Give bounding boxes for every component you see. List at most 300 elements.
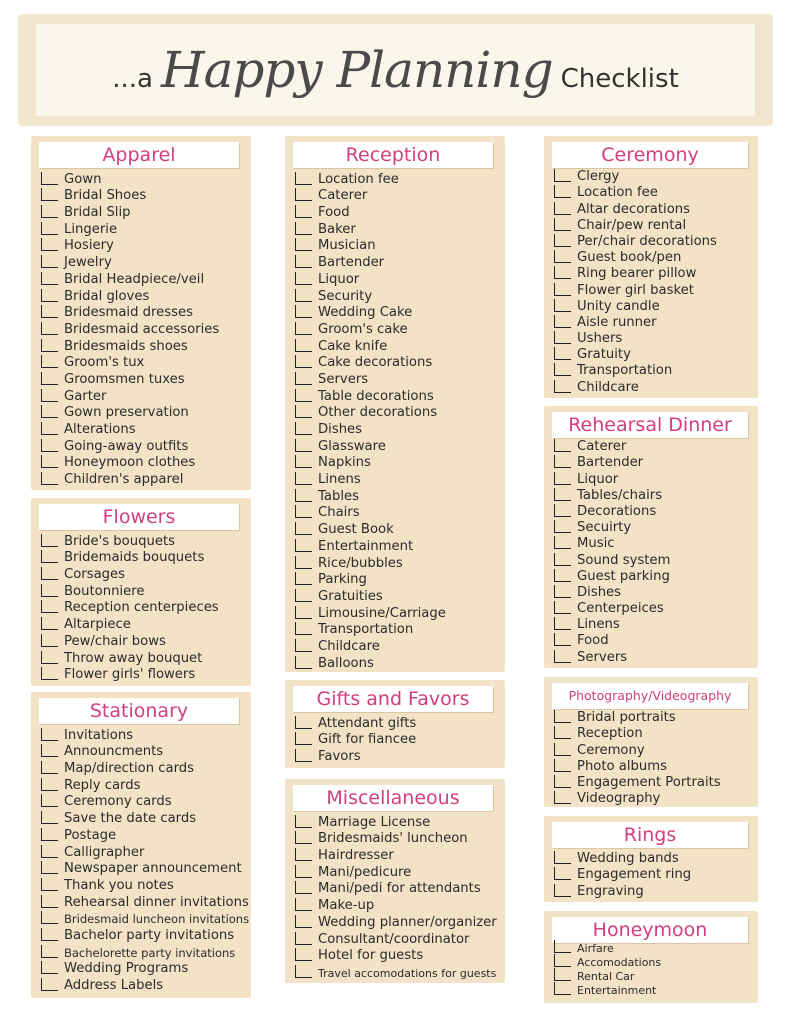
item-label: Linens: [318, 472, 361, 488]
checkbox-line[interactable]: [295, 948, 312, 961]
checkbox-line[interactable]: [41, 534, 58, 547]
checklist-item: [295, 354, 446, 371]
checkbox-line[interactable]: [295, 815, 312, 828]
item-label: Mani/pedicure: [318, 864, 412, 880]
checkbox-line[interactable]: [295, 898, 312, 911]
checkbox-line[interactable]: [41, 455, 58, 468]
item-label: Limousine/Carriage: [318, 605, 446, 621]
item-label: Decorations: [577, 503, 657, 519]
checkbox-line[interactable]: [41, 861, 58, 874]
checkbox-line[interactable]: [41, 372, 58, 385]
checkbox-line[interactable]: [295, 639, 312, 652]
checkbox-line[interactable]: [554, 851, 571, 864]
checkbox-line[interactable]: [41, 895, 58, 908]
checkbox-line[interactable]: [295, 539, 312, 552]
checklist-item: [295, 237, 446, 254]
checkbox-line[interactable]: [295, 572, 312, 585]
item-label: Transportation: [318, 622, 414, 638]
item-label: Bride's bouquets: [64, 533, 175, 549]
checklist-item: [41, 337, 219, 354]
checkbox-line[interactable]: [554, 202, 571, 215]
item-label: Bridesmaid dresses: [64, 305, 193, 321]
checklist-item: [554, 519, 670, 535]
checkbox-line[interactable]: [295, 339, 312, 352]
item-label: Rehearsal dinner invitations: [64, 894, 249, 910]
item-label: Videography: [577, 791, 661, 807]
item-label: Invitations: [64, 727, 134, 743]
checklist-item: [295, 654, 446, 671]
misc-heading: Miscellaneous: [293, 785, 493, 811]
checkbox-line[interactable]: [295, 255, 312, 268]
item-label: Hosiery: [64, 238, 114, 254]
checklist-item: [41, 860, 249, 877]
checkbox-line[interactable]: [41, 289, 58, 302]
checklist-item: [295, 913, 497, 930]
checkbox-line[interactable]: [295, 322, 312, 335]
checkbox-line[interactable]: [295, 305, 312, 318]
checkbox-line[interactable]: [295, 831, 312, 844]
checklist-item: [554, 882, 691, 898]
header-banner: [18, 14, 773, 126]
checklist-item: [41, 549, 219, 566]
checklist-item: [41, 976, 249, 993]
checkbox-line[interactable]: [295, 622, 312, 635]
misc-section: [285, 779, 505, 983]
checkbox-line[interactable]: [554, 650, 571, 663]
checkbox-line[interactable]: [554, 940, 571, 953]
checklist-item: [295, 170, 446, 187]
checkbox-line[interactable]: [295, 439, 312, 452]
checkbox-line[interactable]: [41, 744, 58, 757]
item-label: Location fee: [318, 171, 399, 187]
checkbox-line[interactable]: [295, 372, 312, 385]
item-label: Bridal Slip: [64, 205, 131, 221]
checklist-item: [295, 337, 446, 354]
checkbox-line[interactable]: [554, 775, 571, 788]
item-label: Address Labels: [64, 978, 164, 993]
checkbox-line[interactable]: [41, 667, 58, 680]
reception-heading: Reception: [293, 142, 493, 168]
item-label: Liquor: [577, 471, 619, 487]
item-label: Centerpeices: [577, 601, 664, 617]
checkbox-line[interactable]: [554, 266, 571, 279]
item-label: Favors: [318, 749, 361, 765]
checklist-item: [295, 947, 497, 964]
checkbox-line[interactable]: [554, 169, 571, 182]
item-label: Bachelor party invitations: [64, 927, 235, 943]
item-label: Bridesmaid accessories: [64, 321, 220, 337]
item-label: Linens: [577, 617, 620, 633]
item-label: Newspaper announcement: [64, 861, 242, 877]
checkbox-line[interactable]: [41, 172, 58, 185]
reception-section: [285, 136, 505, 672]
checkbox-line[interactable]: [554, 982, 571, 995]
checkbox-line[interactable]: [41, 978, 58, 991]
checklist-item: [554, 616, 670, 632]
checkbox-line[interactable]: [554, 968, 571, 981]
checkbox-line[interactable]: [554, 234, 571, 247]
checklist-item: [41, 404, 219, 421]
item-label: Engagement ring: [577, 867, 692, 883]
item-label: Wedding planner/organizer: [318, 914, 497, 930]
item-label: Bridesmaids' luncheon: [318, 831, 468, 847]
checklist-item: [554, 632, 670, 648]
checklist-item: [554, 535, 670, 551]
item-label: Map/direction cards: [64, 761, 195, 777]
item-label: Going-away outfits: [64, 438, 189, 454]
item-label: Gratuities: [318, 588, 383, 604]
item-label: Hairdresser: [318, 848, 394, 864]
checkbox-line[interactable]: [41, 634, 58, 647]
checklist-item: [295, 203, 446, 220]
checklist-item: [41, 582, 219, 599]
item-label: Flower girls' flowers: [64, 667, 196, 683]
checkbox-line[interactable]: [554, 455, 571, 468]
checklist-item: [554, 470, 670, 486]
checkbox-line[interactable]: [41, 761, 58, 774]
item-label: Guest parking: [577, 568, 670, 584]
checkbox-line[interactable]: [295, 455, 312, 468]
checklist-item: [41, 270, 219, 287]
item-label: Hotel for guests: [318, 948, 424, 964]
checkbox-line[interactable]: [554, 488, 571, 501]
checklist-item: [554, 281, 717, 297]
checkbox-line[interactable]: [554, 743, 571, 756]
checkbox-line[interactable]: [554, 439, 571, 452]
checkbox-line[interactable]: [295, 848, 312, 861]
checkbox-line[interactable]: [554, 726, 571, 739]
checklist-item: [554, 217, 717, 233]
checkbox-line[interactable]: [554, 569, 571, 582]
checkbox-line[interactable]: [295, 656, 312, 669]
item-label: Dishes: [318, 422, 363, 437]
checklist-item: [295, 714, 416, 731]
checklist-item: [554, 774, 721, 790]
checklist-item: [295, 896, 497, 913]
checkbox-line[interactable]: [41, 322, 58, 335]
checklist-item: [295, 830, 497, 847]
checkbox-line[interactable]: [295, 915, 312, 928]
checkbox-line[interactable]: [295, 205, 312, 218]
checklist-item: [295, 404, 446, 421]
item-label: Entertainment: [577, 984, 657, 997]
checklist-item: [554, 568, 670, 584]
item-label: Baker: [318, 221, 356, 237]
checklist-item: [41, 287, 219, 304]
checkbox-line[interactable]: [554, 759, 571, 772]
checkbox-line[interactable]: [295, 422, 312, 435]
item-label: Attendant gifts: [318, 715, 417, 731]
checkbox-line[interactable]: [41, 911, 58, 924]
checklist-item: [41, 632, 219, 649]
checkbox-line[interactable]: [41, 339, 58, 352]
item-label: Announcments: [64, 744, 164, 760]
checklist-item: [41, 666, 219, 683]
checkbox-line[interactable]: [554, 601, 571, 614]
ceremony-section: [544, 136, 758, 398]
item-label: Jewelry: [64, 255, 112, 271]
checkbox-line[interactable]: [41, 405, 58, 418]
checklist-item: [295, 813, 497, 830]
item-label: Accomodations: [577, 956, 662, 969]
item-label: Ceremony: [577, 742, 645, 758]
item-label: Musician: [318, 238, 376, 254]
checklist-item: [295, 930, 497, 947]
checkbox-line[interactable]: [554, 363, 571, 376]
item-label: Wedding Cake: [318, 305, 413, 321]
checkbox-line[interactable]: [41, 811, 58, 824]
checkbox-line[interactable]: [41, 778, 58, 791]
checklist-item: [41, 253, 219, 270]
item-label: Gown: [64, 171, 102, 187]
checkbox-line[interactable]: [295, 188, 312, 201]
item-label: Lingerie: [64, 221, 118, 237]
checkbox-line[interactable]: [554, 283, 571, 296]
item-label: Security: [318, 288, 373, 304]
checkbox-line[interactable]: [295, 355, 312, 368]
checkbox-line[interactable]: [295, 749, 312, 762]
checklist-item: [554, 200, 717, 216]
item-label: Boutonniere: [64, 583, 145, 599]
item-label: Airfare: [577, 942, 614, 955]
checkbox-line[interactable]: [295, 716, 312, 729]
checkbox-line[interactable]: [295, 272, 312, 285]
checkbox-line[interactable]: [554, 315, 571, 328]
checkbox-line[interactable]: [41, 439, 58, 452]
checklist-item: [554, 298, 717, 314]
checklist-item: [554, 600, 670, 616]
checkbox-line[interactable]: [295, 505, 312, 518]
checkbox-line[interactable]: [295, 881, 312, 894]
checklist-item: [554, 503, 670, 519]
checkbox-line[interactable]: [41, 422, 58, 435]
item-label: Cake knife: [318, 338, 388, 354]
checklist-item: [41, 743, 249, 760]
checklist-item: [41, 843, 249, 860]
checkbox-line[interactable]: [41, 472, 58, 485]
checklist-item: [295, 604, 446, 621]
header-inner: [36, 24, 755, 116]
item-label: Groom's tux: [64, 355, 145, 371]
checklist-item: [554, 941, 661, 955]
checkbox-line[interactable]: [554, 299, 571, 312]
checklist-item: [41, 220, 219, 237]
checkbox-line[interactable]: [41, 188, 58, 201]
checklist-item: [41, 237, 219, 254]
checklist-item: [295, 621, 446, 638]
item-label: Bridesmaids shoes: [64, 338, 188, 354]
item-label: Corsages: [64, 567, 126, 583]
item-label: Engraving: [577, 883, 644, 899]
checklist-item: [554, 955, 661, 969]
checklist-item: [41, 960, 249, 977]
checkbox-line[interactable]: [41, 205, 58, 218]
checkbox-line[interactable]: [554, 867, 571, 880]
checkbox-line[interactable]: [295, 732, 312, 745]
checkbox-line[interactable]: [554, 617, 571, 630]
checkbox-line[interactable]: [295, 405, 312, 418]
checkbox-line[interactable]: [41, 945, 58, 958]
checkbox-line[interactable]: [295, 472, 312, 485]
item-label: Gown preservation: [64, 405, 189, 421]
item-label: Groomsmen tuxes: [64, 371, 185, 387]
rings-heading: Rings: [552, 822, 748, 848]
checkbox-line[interactable]: [554, 380, 571, 393]
checklist-item: [295, 187, 446, 204]
checkbox-line[interactable]: [554, 585, 571, 598]
checkbox-line[interactable]: [295, 589, 312, 602]
checkbox-line[interactable]: [41, 961, 58, 974]
item-label: Music: [577, 536, 615, 552]
checkbox-line[interactable]: [554, 791, 571, 804]
item-label: Parking: [318, 572, 367, 588]
checkbox-line[interactable]: [554, 710, 571, 723]
checkbox-line[interactable]: [295, 172, 312, 185]
checklist-item: [554, 346, 717, 362]
checklist-item: [41, 320, 219, 337]
checklist-item: [41, 793, 249, 810]
checklist-item: [295, 304, 446, 321]
checkbox-line[interactable]: [554, 884, 571, 897]
checkbox-line[interactable]: [295, 932, 312, 945]
item-label: Dishes: [577, 584, 622, 600]
item-label: Reception: [577, 726, 643, 742]
item-label: Bachelorette party invitations: [64, 945, 236, 960]
item-label: Location fee: [577, 185, 658, 201]
item-label: Aisle runner: [577, 314, 657, 330]
checklist-item: [554, 969, 661, 983]
item-label: Bridal gloves: [64, 288, 150, 304]
checklist-item: [295, 253, 446, 270]
checklist-item: [41, 454, 219, 471]
checkbox-line[interactable]: [295, 238, 312, 251]
checkbox-line[interactable]: [295, 556, 312, 569]
checklist-item: [41, 565, 219, 582]
item-label: Marriage License: [318, 814, 431, 830]
checkbox-line[interactable]: [41, 728, 58, 741]
item-label: Balloons: [318, 655, 374, 671]
checklist-item: [295, 470, 446, 487]
checkbox-line[interactable]: [295, 489, 312, 502]
checkbox-line[interactable]: [554, 331, 571, 344]
checklist-item: [295, 637, 446, 654]
checklist-item: [41, 420, 219, 437]
item-label: Photo albums: [577, 758, 668, 774]
checkbox-line[interactable]: [295, 389, 312, 402]
checklist-item: [554, 584, 670, 600]
checkbox-line[interactable]: [295, 865, 312, 878]
item-label: Glassware: [318, 438, 386, 454]
checkbox-line[interactable]: [41, 828, 58, 841]
checklist-item: [41, 809, 249, 826]
checklist-item: [554, 330, 717, 346]
checkbox-line[interactable]: [41, 651, 58, 664]
flowers-section: [31, 498, 251, 686]
ceremony-heading: Ceremony: [552, 142, 748, 168]
checkbox-line[interactable]: [554, 347, 571, 360]
checklist-item: [554, 487, 670, 503]
item-label: Bridal Shoes: [64, 188, 147, 204]
item-label: Tables: [318, 488, 359, 504]
checkbox-line[interactable]: [554, 250, 571, 263]
checkbox-line[interactable]: [41, 272, 58, 285]
checkbox-line[interactable]: [41, 567, 58, 580]
checklist-item: [554, 648, 670, 664]
checkbox-line[interactable]: [554, 218, 571, 231]
checkbox-line[interactable]: [41, 222, 58, 235]
checkbox-line[interactable]: [295, 289, 312, 302]
checklist-item: [554, 314, 717, 330]
item-label: Ring bearer pillow: [577, 266, 697, 282]
checklist-item: [41, 649, 219, 666]
checklist-item: [554, 983, 661, 997]
item-label: Per/chair decorations: [577, 233, 717, 249]
checkbox-line[interactable]: [295, 522, 312, 535]
apparel-heading: Apparel: [39, 142, 239, 168]
checkbox-line[interactable]: [554, 553, 571, 566]
checkbox-line[interactable]: [554, 472, 571, 485]
checkbox-line[interactable]: [41, 355, 58, 368]
checklist-item: [295, 454, 446, 471]
item-label: Save the date cards: [64, 811, 197, 827]
checkbox-line[interactable]: [295, 965, 312, 978]
checkbox-line[interactable]: [554, 536, 571, 549]
item-label: Children's apparel: [64, 472, 184, 488]
checklist-item: [41, 203, 219, 220]
item-label: Postage: [64, 827, 117, 843]
item-label: Thank you notes: [64, 877, 174, 893]
checkbox-line[interactable]: [41, 794, 58, 807]
checkbox-line[interactable]: [41, 550, 58, 563]
item-label: Servers: [577, 649, 628, 665]
apparel-section: [31, 136, 251, 490]
checkbox-line[interactable]: [295, 222, 312, 235]
checkbox-line[interactable]: [554, 185, 571, 198]
checklist-item: [295, 220, 446, 237]
checkbox-line[interactable]: [295, 606, 312, 619]
checkbox-line[interactable]: [554, 954, 571, 967]
item-label: Gratuity: [577, 347, 631, 363]
item-label: Rice/bubbles: [318, 555, 403, 571]
item-label: Garter: [64, 388, 107, 404]
checklist-item: [554, 265, 717, 281]
checkbox-line[interactable]: [41, 238, 58, 251]
checklist-item: [41, 470, 219, 487]
title-suffix: Checklist: [560, 64, 679, 94]
checkbox-line[interactable]: [41, 845, 58, 858]
checkbox-line[interactable]: [41, 928, 58, 941]
checkbox-line[interactable]: [554, 520, 571, 533]
checkbox-line[interactable]: [41, 617, 58, 630]
honeymoon-heading: Honeymoon: [552, 917, 748, 943]
checkbox-line[interactable]: [554, 633, 571, 646]
checkbox-line[interactable]: [554, 504, 571, 517]
checkbox-line[interactable]: [41, 600, 58, 613]
item-label: Altar decorations: [577, 201, 690, 217]
item-label: Unity candle: [577, 298, 660, 314]
checkbox-line[interactable]: [41, 255, 58, 268]
checklist-item: [41, 759, 249, 776]
checkbox-line[interactable]: [41, 584, 58, 597]
checkbox-line[interactable]: [41, 305, 58, 318]
checklist-item: [295, 287, 446, 304]
item-label: Bridal Headpiece/veil: [64, 271, 205, 287]
checkbox-line[interactable]: [41, 389, 58, 402]
item-label: Caterer: [318, 188, 368, 204]
item-label: Caterer: [577, 439, 627, 455]
item-label: Servers: [318, 371, 369, 387]
checkbox-line[interactable]: [41, 878, 58, 891]
